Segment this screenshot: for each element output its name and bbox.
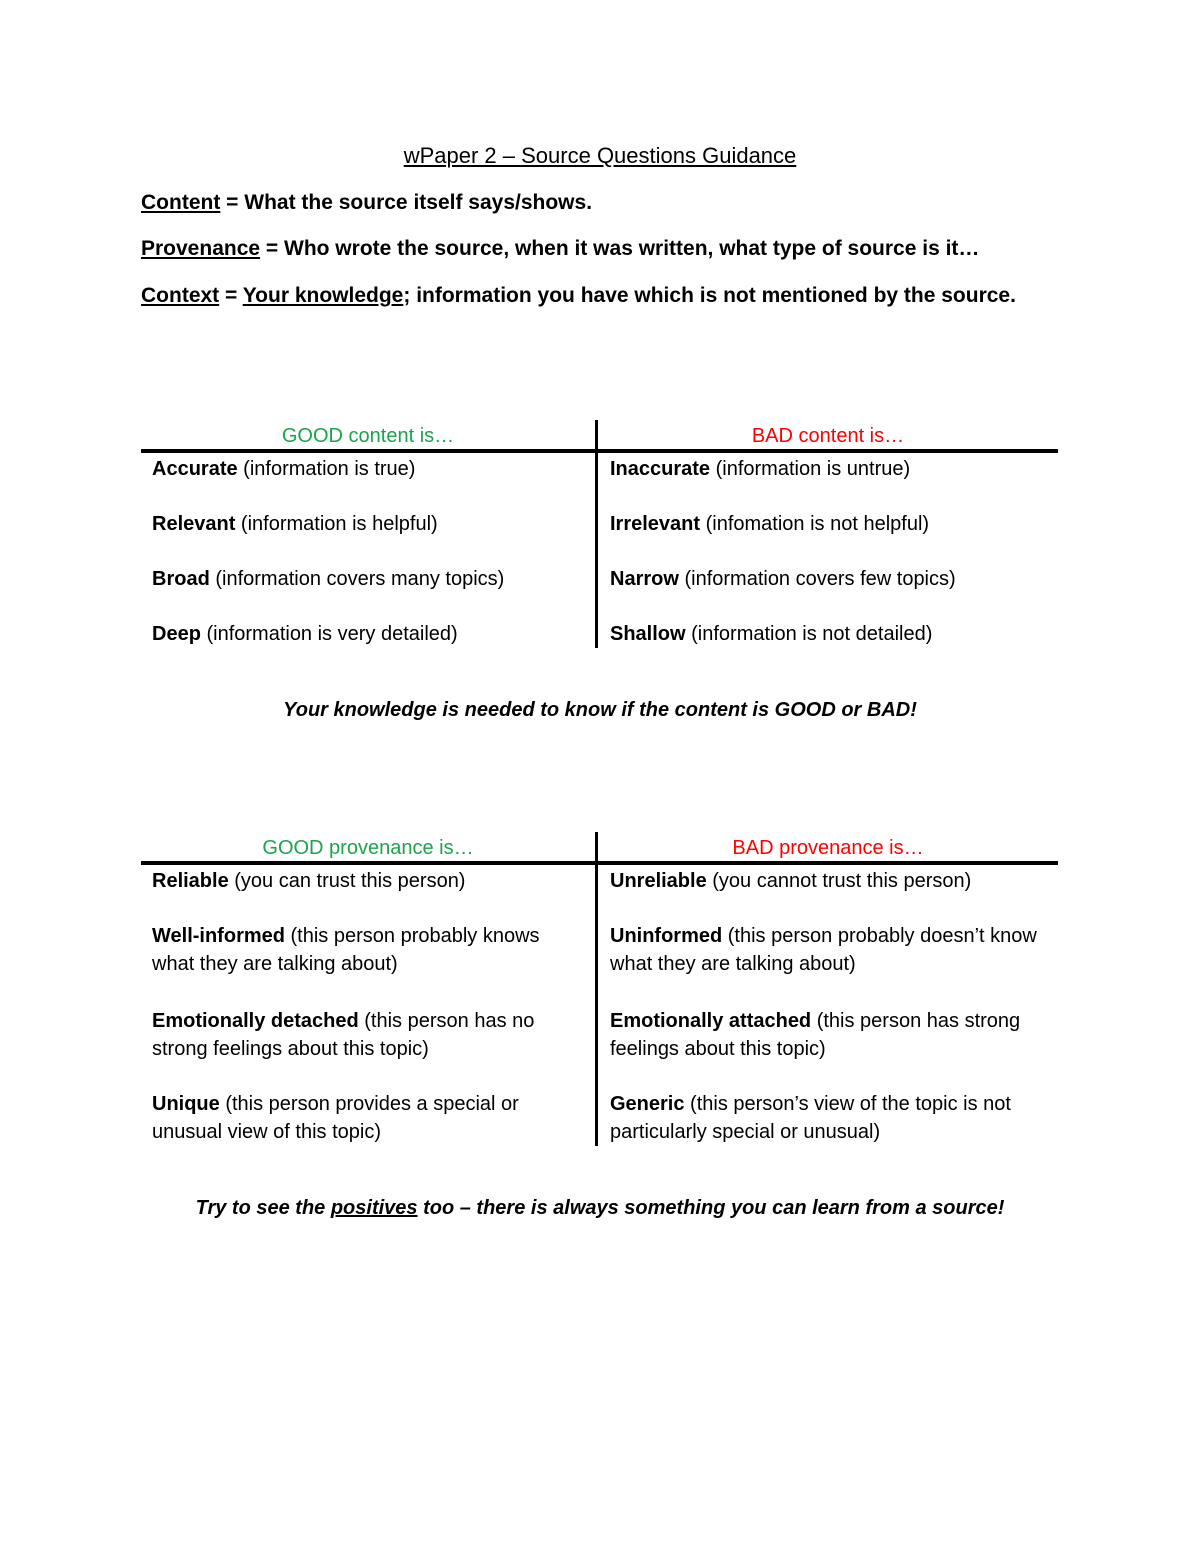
cell-term: Unreliable	[610, 870, 707, 892]
cell-desc: (information is very detailed)	[200, 623, 458, 645]
cell-desc: (information covers few topics)	[678, 568, 956, 590]
table-cell	[610, 867, 1050, 895]
table-cell	[610, 455, 1050, 483]
positives-note	[0, 1194, 1200, 1222]
definition-text: = What the source itself says/shows.	[220, 191, 593, 214]
table-cell	[610, 922, 1050, 978]
provenance-table	[141, 832, 1058, 1146]
cell-term: Well-informed	[152, 925, 285, 947]
cell-desc: (you cannot trust this person)	[706, 870, 972, 892]
table-cell	[610, 510, 1050, 538]
cell-term: Unique	[152, 1093, 220, 1115]
note-text: Try to see the	[195, 1197, 331, 1219]
cell-desc: (information is helpful)	[235, 513, 438, 535]
cell-desc: (this person’s view of the topic is not particularly special or unusual)	[610, 1093, 1011, 1143]
cell-desc: (information is true)	[237, 458, 416, 480]
good-provenance-header: GOOD provenance is…	[262, 837, 474, 859]
note-text: too – there is always something you can learn from a source!	[417, 1197, 1005, 1219]
table-cell	[152, 620, 582, 648]
table-cell	[152, 1007, 582, 1063]
cell-desc: (you can trust this person)	[228, 870, 466, 892]
cell-desc: (this person has strong feelings about this topic)	[610, 1010, 1021, 1060]
table-vertical-divider	[595, 832, 598, 1146]
definition-context	[141, 281, 1141, 311]
cell-term: Narrow	[610, 568, 679, 590]
bad-content-header: BAD content is…	[751, 425, 905, 447]
content-table	[141, 420, 1058, 648]
cell-desc: (information is not detailed)	[685, 623, 933, 645]
note-emphasis: positives	[330, 1197, 418, 1219]
definition-provenance	[141, 234, 1141, 264]
content-note: Your knowledge is needed to know if the content is GOOD or BAD!	[283, 699, 917, 721]
definition-term: Content	[141, 191, 221, 214]
cell-desc: (this person probably doesn’t know what they are talking about)	[610, 925, 1037, 975]
cell-term: Relevant	[152, 513, 236, 535]
table-cell	[610, 620, 1050, 648]
table-cell	[152, 922, 582, 978]
definition-content	[141, 188, 1141, 218]
bad-provenance-header: BAD provenance is…	[732, 837, 924, 859]
table-cell	[610, 1007, 1050, 1063]
definition-equals: =	[219, 284, 243, 307]
cell-desc: (this person probably knows what they are talking about)	[152, 925, 540, 975]
cell-term: Deep	[152, 623, 201, 645]
cell-term: Accurate	[152, 458, 238, 480]
cell-term: Uninformed	[610, 925, 723, 947]
table-cell	[610, 1090, 1050, 1146]
good-content-header: GOOD content is…	[281, 425, 455, 447]
cell-desc: (information covers many topics)	[209, 568, 505, 590]
cell-desc: (infomation is not helpful)	[700, 513, 930, 535]
definition-term: Provenance	[141, 237, 261, 260]
definition-text: = Who wrote the source, when it was written, what type of source is it…	[260, 237, 980, 260]
table-cell	[610, 565, 1050, 593]
cell-term: Irrelevant	[610, 513, 701, 535]
cell-term: Emotionally detached	[152, 1010, 359, 1032]
table-cell	[152, 1090, 582, 1146]
table-cell	[152, 565, 582, 593]
page-title: wPaper 2 – Source Questions Guidance	[403, 143, 797, 168]
cell-term: Broad	[152, 568, 210, 590]
cell-desc: (this person has no strong feelings about this topic)	[152, 1010, 535, 1060]
definition-knowledge: Your knowledge	[242, 284, 404, 307]
definition-text: ; information you have which is not mentioned by the source.	[403, 284, 1016, 307]
definition-term: Context	[141, 284, 220, 307]
cell-term: Emotionally attached	[610, 1010, 812, 1032]
table-cell	[152, 510, 582, 538]
cell-desc: (information is untrue)	[710, 458, 911, 480]
cell-term: Shallow	[610, 623, 686, 645]
cell-term: Generic	[610, 1093, 685, 1115]
table-cell	[152, 455, 582, 483]
table-vertical-divider	[595, 420, 598, 648]
cell-term: Inaccurate	[610, 458, 711, 480]
cell-desc: (this person provides a special or unusual view of this topic)	[152, 1093, 519, 1143]
cell-term: Reliable	[152, 870, 229, 892]
table-cell	[152, 867, 582, 895]
